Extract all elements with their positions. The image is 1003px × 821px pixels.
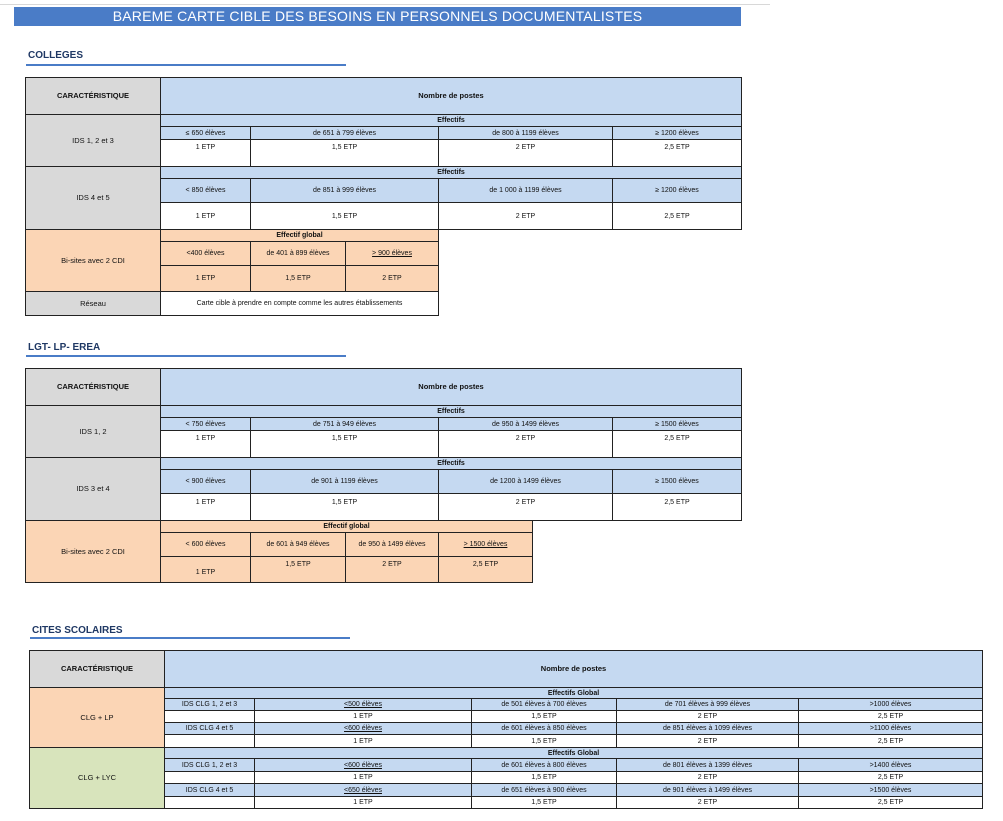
cell-range: de 1200 à 1499 élèves: [438, 469, 613, 494]
header-caracteristique: CARACTÉRISTIQUE: [25, 368, 161, 406]
cell-etp: 2 ETP: [438, 493, 613, 521]
row-label-clg-lp: CLG + LP: [29, 687, 165, 748]
cell-etp: 1 ETP: [254, 710, 472, 723]
section-underline-lgt: [26, 355, 346, 357]
section-title-colleges: COLLEGES: [28, 50, 84, 61]
cell-range: de 601 élèves à 850 élèves: [471, 722, 617, 735]
cell-etp: 1 ETP: [254, 771, 472, 784]
effectifs-header: Effectifs: [160, 114, 742, 127]
cell-range: >1100 élèves: [798, 722, 983, 735]
cell-range: de 751 à 949 élèves: [250, 417, 439, 431]
cell-ids: IDS CLG 1, 2 et 3: [164, 758, 255, 772]
section-underline-colleges: [26, 64, 346, 66]
section-title-cites: CITES SCOLAIRES: [32, 625, 123, 636]
cell-range: de 800 à 1199 élèves: [438, 126, 613, 140]
cell-range: de 401 à 899 élèves: [250, 241, 346, 266]
page-banner: BAREME CARTE CIBLE DES BESOINS EN PERSONNELS DOCUMENTALISTES: [14, 7, 741, 26]
cell-range: de 651 élèves à 900 élèves: [471, 783, 617, 797]
cell-range: < 600 élèves: [160, 532, 251, 557]
cell-range: ≥ 1200 élèves: [612, 178, 742, 203]
effectifs-header: Effectifs: [160, 405, 742, 418]
cell-range: ≥ 1200 élèves: [612, 126, 742, 140]
cell-etp: 1,5 ETP: [250, 430, 439, 458]
row-label-ids12: IDS 1, 2: [25, 405, 161, 458]
effectifs-global-header: Effectifs Global: [164, 747, 983, 759]
header-nombre-postes: Nombre de postes: [160, 368, 742, 406]
cell-range: <400 élèves: [160, 241, 251, 266]
cell-range: ≥ 1500 élèves: [612, 469, 742, 494]
cell-etp: 1,5 ETP: [250, 139, 439, 167]
cell-etp: 2 ETP: [438, 139, 613, 167]
cell-etp: 2,5 ETP: [798, 771, 983, 784]
cell-etp: 1 ETP: [160, 202, 251, 230]
cell-etp: 2 ETP: [616, 734, 799, 748]
effectif-global-header: Effectif global: [160, 229, 439, 242]
cell-range: ≤ 650 élèves: [160, 126, 251, 140]
effectifs-header: Effectifs: [160, 457, 742, 470]
cell-ids: IDS CLG 4 et 5: [164, 722, 255, 735]
cell-range: de 601 à 949 élèves: [250, 532, 346, 557]
cell-range: < 750 élèves: [160, 417, 251, 431]
cell-etp: 2 ETP: [345, 265, 439, 292]
cell-etp: 1,5 ETP: [471, 771, 617, 784]
cell-etp: 2 ETP: [616, 796, 799, 809]
header-nombre-postes: Nombre de postes: [164, 650, 983, 688]
cell-etp: 1,5 ETP: [471, 734, 617, 748]
cell-range: de 801 élèves à 1399 élèves: [616, 758, 799, 772]
cell-etp: 1,5 ETP: [250, 265, 346, 292]
cell-range: <650 élèves: [254, 783, 472, 797]
row-label-reseau: Réseau: [25, 291, 161, 316]
cell-etp: 2 ETP: [438, 202, 613, 230]
header-caracteristique: CARACTÉRISTIQUE: [29, 650, 165, 688]
cell-etp: 2,5 ETP: [798, 734, 983, 748]
row-label-ids34: IDS 3 et 4: [25, 457, 161, 521]
row-label-ids45: IDS 4 et 5: [25, 166, 161, 230]
cell-range: <600 élèves: [254, 722, 472, 735]
cell-range: de 851 élèves à 1099 élèves: [616, 722, 799, 735]
cell-etp: 2,5 ETP: [612, 139, 742, 167]
cell-range: <500 élèves: [254, 698, 472, 711]
cell-range: >1500 élèves: [798, 783, 983, 797]
cell-range: < 850 élèves: [160, 178, 251, 203]
effectifs-header: Effectifs: [160, 166, 742, 179]
cell-ids: IDS CLG 4 et 5: [164, 783, 255, 797]
cell-range: de 851 à 999 élèves: [250, 178, 439, 203]
row-label-clg-lyc: CLG + LYC: [29, 747, 165, 809]
cell-range: de 950 à 1499 élèves: [438, 417, 613, 431]
cell-range: de 501 élèves à 700 élèves: [471, 698, 617, 711]
cell-range: de 701 élèves à 999 élèves: [616, 698, 799, 711]
cell-etp: 1,5 ETP: [471, 796, 617, 809]
cell-etp: 2 ETP: [438, 430, 613, 458]
top-rule: [0, 4, 770, 5]
row-label-ids123: IDS 1, 2 et 3: [25, 114, 161, 167]
cell-range: > 1500 élèves: [438, 532, 533, 557]
cell-etp: 1,5 ETP: [250, 202, 439, 230]
cell-etp: 1,5 ETP: [250, 556, 346, 583]
cell-range: < 900 élèves: [160, 469, 251, 494]
cell-etp: 1,5 ETP: [250, 493, 439, 521]
cell-empty: [164, 796, 255, 809]
cell-range: de 601 élèves à 800 élèves: [471, 758, 617, 772]
cell-etp: 1 ETP: [160, 139, 251, 167]
cell-range: de 1 000 à 1199 élèves: [438, 178, 613, 203]
cell-etp: 2,5 ETP: [798, 796, 983, 809]
cell-range: >1000 élèves: [798, 698, 983, 711]
cell-etp: 2 ETP: [616, 771, 799, 784]
cell-ids: IDS CLG 1, 2 et 3: [164, 698, 255, 711]
effectifs-global-header: Effectifs Global: [164, 687, 983, 699]
cell-etp: 1 ETP: [254, 734, 472, 748]
cell-etp: 2 ETP: [616, 710, 799, 723]
cell-etp: 1 ETP: [160, 493, 251, 521]
cell-empty: [164, 734, 255, 748]
cell-range: de 901 élèves à 1499 élèves: [616, 783, 799, 797]
cell-range: <600 élèves: [254, 758, 472, 772]
cell-range: de 950 à 1499 élèves: [345, 532, 439, 557]
row-label-bisites: Bi-sites avec 2 CDI: [25, 229, 161, 292]
cell-range: de 901 à 1199 élèves: [250, 469, 439, 494]
section-title-lgt: LGT- LP- EREA: [28, 342, 101, 353]
section-underline-cites: [30, 637, 350, 639]
cell-etp: 2,5 ETP: [612, 202, 742, 230]
cell-etp: 2,5 ETP: [798, 710, 983, 723]
cell-etp: 1 ETP: [254, 796, 472, 809]
cell-etp: 1 ETP: [160, 265, 251, 292]
cell-etp: 2 ETP: [345, 556, 439, 583]
cell-range: >1400 élèves: [798, 758, 983, 772]
cell-etp: 1 ETP: [160, 430, 251, 458]
cell-reseau-text: Carte cible à prendre en compte comme les autres établissements: [160, 291, 439, 316]
cell-etp: 1,5 ETP: [471, 710, 617, 723]
cell-etp: 1 ETP: [160, 556, 251, 583]
cell-etp: 2,5 ETP: [612, 430, 742, 458]
header-caracteristique: CARACTÉRISTIQUE: [25, 77, 161, 115]
row-label-bisites: Bi-sites avec 2 CDI: [25, 520, 161, 583]
effectif-global-header: Effectif global: [160, 520, 533, 533]
header-nombre-postes: Nombre de postes: [160, 77, 742, 115]
cell-range: de 651 à 799 élèves: [250, 126, 439, 140]
cell-range: > 900 élèves: [345, 241, 439, 266]
cell-etp: 2,5 ETP: [438, 556, 533, 583]
cell-range: ≥ 1500 élèves: [612, 417, 742, 431]
cell-etp: 2,5 ETP: [612, 493, 742, 521]
